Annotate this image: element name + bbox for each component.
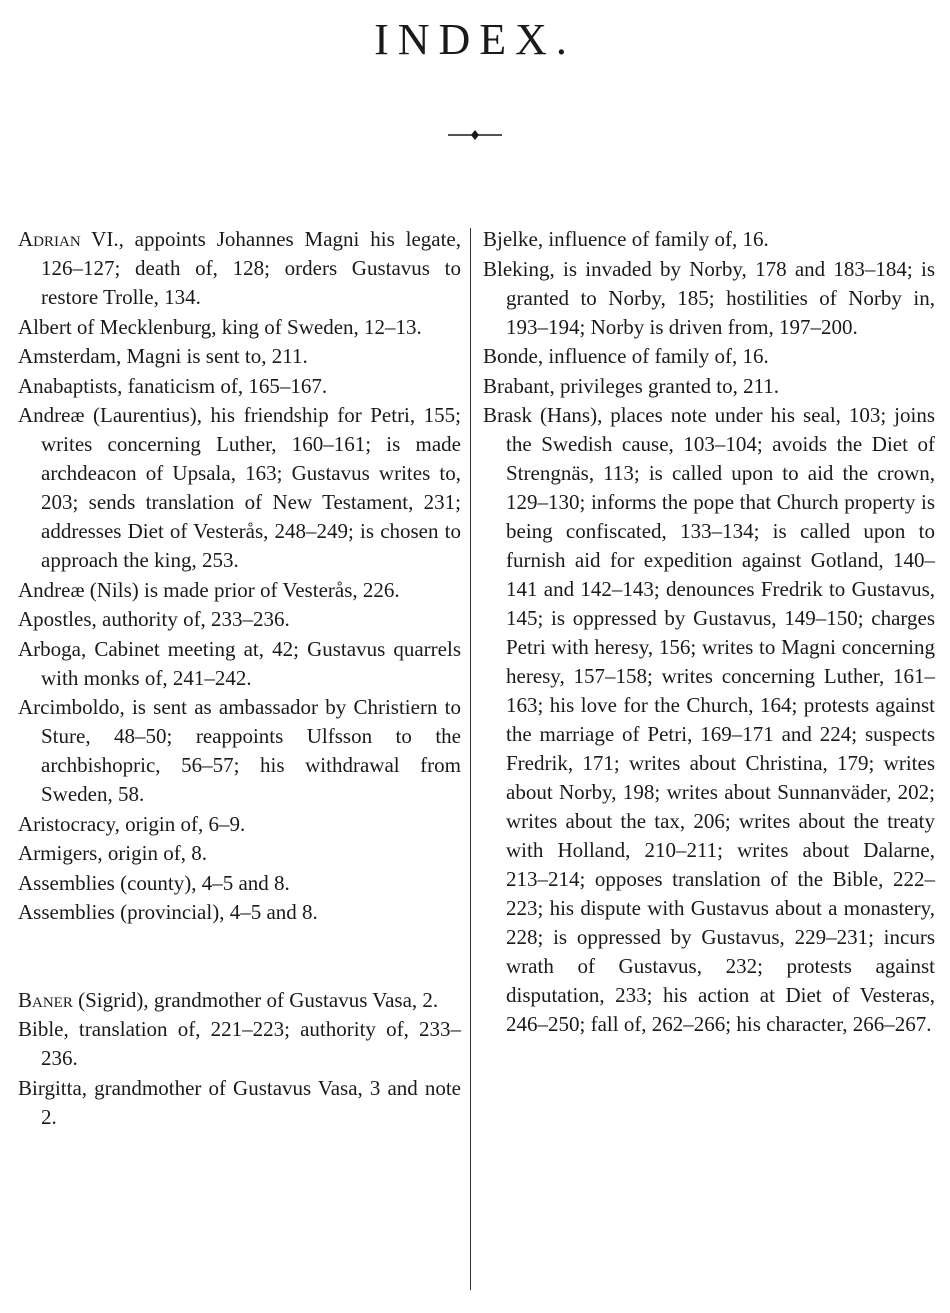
index-entry-text: Apostles, authority of, 233–236. — [18, 607, 290, 631]
index-entry-text: VI., appoints Johannes Magni his legate, 126–127; death of, 128; orders Gustavus to restore Trolle, 134. — [41, 227, 461, 309]
index-entry-text: Aristocracy, origin of, 6–9. — [18, 811, 246, 836]
index-entry-text: Brabant, privileges granted to, 211. — [483, 373, 780, 398]
index-entry-text: Albert of Mecklenburg, king of Sweden, 12–13. — [18, 314, 422, 339]
index-entry-text: Andreæ (Laurentius), his friendship for Petri, 155; writes concerning Luther, 160–161; is made archdeacon of Upsala, 163; Gustavus writes to, 203; sends translation of New Testament, 231; addresses Diet of Vesterås, 248–249; is chosen to approach the king, 253. — [18, 403, 461, 572]
index-entry-text: (Sigrid), grandmother of Gustavus Vasa, 2. — [72, 987, 439, 1012]
index-entry — [18, 839, 461, 868]
index-entry-text: Bjelke, influence of family of, 16. — [483, 227, 769, 251]
index-entry-head: Adrian — [18, 227, 81, 251]
index-entry — [18, 576, 461, 605]
index-entry-text: Arcimboldo, is sent as ambassador by Christiern to Sture, 48–50; reappoints Ulfsson to the archbishopric, 56–57; his withdrawal from Sweden, 58. — [18, 695, 461, 806]
index-entry — [483, 342, 935, 371]
index-entry — [18, 313, 461, 342]
index-entry-text: Bonde, influence of family of, 16. — [483, 344, 769, 368]
index-entry-text: Brask (Hans), places note under his seal, 103; joins the Swedish cause, 103–104; avoids the Diet of Strengnäs, 113; is called upon to aid the crown, 129–130; informs the pope that Church property is being confiscated, 133–134; is called upon to furnish aid for expedition against Gotland, 140–141 and 142–143; denounces Fredrik to Gustavus, 145; is oppressed by Gustavus, 149–150; charges Petri with heresy, 156; writes to Magni concerning heresy, 157–158; writes concerning Luther, 161–163; his love for the Church, 164; protests against the marriage of Petri, 169–171 and 224; suspects Fredrik, 171; writes about Christina, 179; writes about Norby, 198; writes about Sunnanväder, 202; writes about the tax, 206; writes about the treaty with Holland, 210–211; writes about Dalarne, 213–214; opposes translation of the Bible, 222–223; his dispute with Gustavus about a monastery, 228; is oppressed by Gustavus, 229–231; incurs wrath of Gustavus, 232; protests against disputation, 233; his action at Diet of Vesteras, 246–250; fall of, 262–266; his character, 266–267. — [483, 403, 935, 1036]
index-entry-text: Armigers, origin of, 8. — [18, 841, 207, 865]
column-divider — [470, 228, 471, 1290]
index-column-left — [18, 225, 461, 1132]
index-entry — [18, 605, 461, 634]
index-entry — [483, 255, 935, 342]
index-entry — [18, 869, 461, 898]
index-entry — [18, 225, 461, 312]
page-title: INDEX. — [374, 15, 576, 64]
index-entry — [18, 342, 461, 371]
index-entry — [18, 401, 461, 575]
index-entry — [483, 372, 935, 401]
index-entry — [18, 693, 461, 809]
index-entry-text: Birgitta, grandmother of Gustavus Vasa, 3 and note 2. — [18, 1075, 461, 1129]
index-entry-text: Andreæ (Nils) is made prior of Vesterås, 226. — [18, 577, 400, 602]
index-entry-text: Arboga, Cabinet meeting at, 42; Gustavus quarrels with monks of, 241–242. — [18, 636, 461, 690]
index-entry — [483, 225, 935, 254]
index-entry — [18, 372, 461, 401]
index-entry-text: Assemblies (provincial), 4–5 and 8. — [18, 900, 318, 924]
index-entry — [18, 1074, 461, 1132]
index-entry — [18, 1015, 461, 1073]
index-entry-text: Assemblies (county), 4–5 and 8. — [18, 870, 290, 895]
index-entry-text: Bleking, is invaded by Norby, 178 and 183–184; is granted to Norby, 185; hostilities of Norby in, 193–194; Norby is driven from, 197–200. — [483, 256, 935, 339]
index-entry — [18, 986, 461, 1015]
index-entry-head: Baner — [18, 987, 73, 1012]
index-column-right — [483, 225, 935, 1040]
index-entry-text: Bible, translation of, 221–223; authority of, 233–236. — [18, 1017, 461, 1070]
index-entry — [18, 635, 461, 693]
index-entry — [483, 401, 935, 1039]
index-entry — [18, 898, 461, 927]
index-entry-text: Anabaptists, fanaticism of, 165–167. — [18, 373, 328, 398]
ornament-divider-icon — [448, 128, 502, 142]
section-gap — [18, 928, 461, 986]
index-entry-text: Amsterdam, Magni is sent to, 211. — [18, 344, 308, 368]
index-entry — [18, 810, 461, 839]
